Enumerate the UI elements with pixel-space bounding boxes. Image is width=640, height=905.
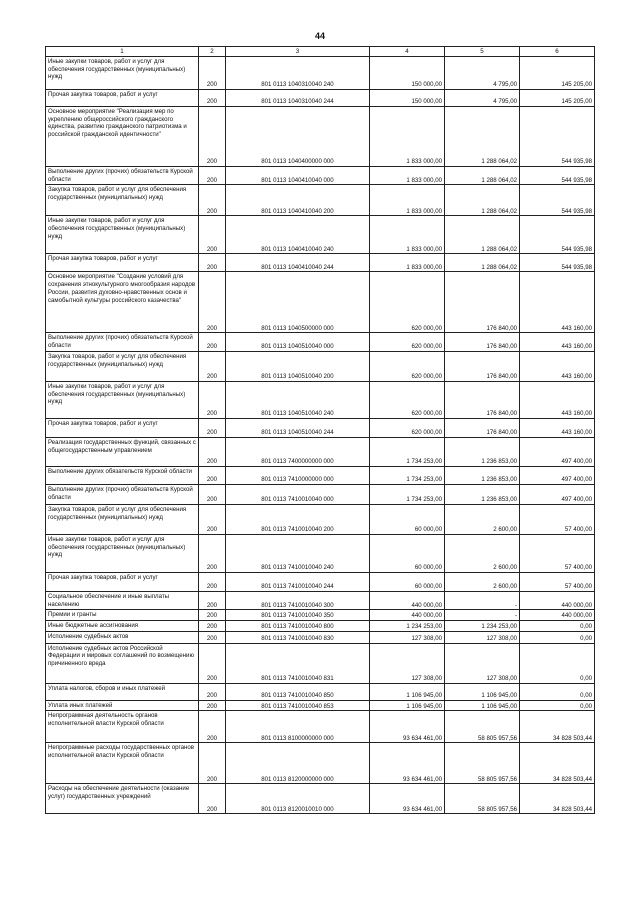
cell-executed-amount: 2 600,00 (445, 504, 520, 534)
cell-department-code: 200 (199, 711, 226, 743)
cell-executed-amount: 127 308,00 (445, 643, 520, 683)
cell-unexecuted-amount: 544 935,98 (520, 167, 595, 185)
cell-approved-amount: 440 000,00 (370, 610, 445, 621)
cell-budget-classification-code: 801 0113 7410010040 350 (226, 610, 370, 621)
cell-approved-amount: 440 000,00 (370, 591, 445, 609)
column-header-name: 1 (46, 47, 199, 57)
cell-budget-classification-code: 801 0113 7410000000 000 (226, 466, 370, 484)
cell-expense-name: Закупка товаров, работ и услуг для обеспечения государственных (муниципальных) нужд (46, 185, 199, 216)
cell-unexecuted-amount: 443 160,00 (520, 333, 595, 351)
cell-budget-classification-code: 801 0113 1040310040 240 (226, 57, 370, 90)
cell-budget-classification-code: 801 0113 7410010040 244 (226, 572, 370, 591)
cell-approved-amount: 1 833 000,00 (370, 167, 445, 185)
cell-budget-classification-code: 801 0113 7410010040 240 (226, 534, 370, 572)
cell-executed-amount: 1 288 064,02 (445, 216, 520, 254)
cell-executed-amount: 176 840,00 (445, 418, 520, 437)
cell-department-code: 200 (199, 381, 226, 418)
cell-department-code: 200 (199, 272, 226, 333)
cell-executed-amount: 1 288 064,02 (445, 254, 520, 272)
cell-budget-classification-code: 801 0113 8120010010 000 (226, 784, 370, 814)
table-header-row (46, 47, 595, 57)
cell-department-code: 200 (199, 572, 226, 591)
page-number: 44 (314, 31, 325, 41)
cell-department-code: 200 (199, 351, 226, 381)
cell-executed-amount: - (445, 591, 520, 609)
cell-executed-amount: 176 840,00 (445, 351, 520, 381)
cell-budget-classification-code: 801 0113 8120000000 000 (226, 743, 370, 784)
column-header-fact: 5 (445, 47, 520, 57)
cell-expense-name: Прочая закупка товаров, работ и услуг (46, 90, 199, 107)
cell-unexecuted-amount: 57 400,00 (520, 534, 595, 572)
cell-approved-amount: 1 734 253,00 (370, 437, 445, 466)
cell-executed-amount: 4 795,00 (445, 90, 520, 107)
cell-executed-amount: 2 600,00 (445, 572, 520, 591)
cell-approved-amount: 60 000,00 (370, 572, 445, 591)
cell-approved-amount: 93 634 461,00 (370, 711, 445, 743)
cell-unexecuted-amount: 57 400,00 (520, 504, 595, 534)
cell-approved-amount: 127 308,00 (370, 643, 445, 683)
cell-budget-classification-code: 801 0113 1040410040 240 (226, 216, 370, 254)
cell-department-code: 200 (199, 90, 226, 107)
cell-department-code: 200 (199, 610, 226, 621)
cell-unexecuted-amount: 443 160,00 (520, 418, 595, 437)
cell-executed-amount: 127 308,00 (445, 631, 520, 643)
cell-budget-classification-code: 801 0113 7410010040 830 (226, 631, 370, 643)
table-row (46, 504, 595, 534)
table-row (46, 90, 595, 107)
cell-department-code: 200 (199, 107, 226, 167)
table-row (46, 683, 595, 700)
cell-expense-name: Выполнение других обязательств Курской области (46, 466, 199, 484)
cell-executed-amount: 1 288 064,02 (445, 185, 520, 216)
cell-budget-classification-code: 801 0113 1040510040 240 (226, 381, 370, 418)
table-row (46, 784, 595, 814)
cell-executed-amount: 1 106 945,00 (445, 683, 520, 700)
table-row (46, 381, 595, 418)
cell-executed-amount: 176 840,00 (445, 272, 520, 333)
cell-unexecuted-amount: 0,00 (520, 683, 595, 700)
cell-budget-classification-code: 801 0113 7410010040 200 (226, 504, 370, 534)
cell-approved-amount: 1 833 000,00 (370, 185, 445, 216)
budget-execution-table (45, 46, 595, 814)
cell-department-code: 200 (199, 683, 226, 700)
table-row (46, 57, 595, 90)
cell-expense-name: Премии и гранты (46, 610, 199, 621)
cell-unexecuted-amount: 544 935,98 (520, 254, 595, 272)
cell-department-code: 200 (199, 784, 226, 814)
cell-approved-amount: 60 000,00 (370, 534, 445, 572)
cell-expense-name: Основное мероприятие "Создание условий для сохранения этнокультурного многообразия народов России, развития духовно-нравственных основ и самобытной культуры российского казачества" (46, 272, 199, 333)
cell-budget-classification-code: 801 0113 1040410040 000 (226, 167, 370, 185)
cell-expense-name: Непрограммная деятельность органов исполнительной власти Курской области (46, 711, 199, 743)
cell-executed-amount: 176 840,00 (445, 381, 520, 418)
column-header-rest: 6 (520, 47, 595, 57)
cell-approved-amount: 93 634 461,00 (370, 743, 445, 784)
cell-approved-amount: 93 634 461,00 (370, 784, 445, 814)
table-row (46, 254, 595, 272)
cell-unexecuted-amount: 497 400,00 (520, 484, 595, 504)
cell-unexecuted-amount: 34 828 503,44 (520, 784, 595, 814)
table-row (46, 185, 595, 216)
cell-expense-name: Выполнение других (прочих) обязательств Курской области (46, 167, 199, 185)
cell-executed-amount: 58 805 957,56 (445, 784, 520, 814)
cell-approved-amount: 1 833 000,00 (370, 216, 445, 254)
cell-budget-classification-code: 801 0113 1040410040 200 (226, 185, 370, 216)
cell-department-code: 200 (199, 504, 226, 534)
cell-approved-amount: 1 833 000,00 (370, 254, 445, 272)
cell-unexecuted-amount: 497 400,00 (520, 466, 595, 484)
cell-expense-name: Выполнение других (прочих) обязательств Курской области (46, 333, 199, 351)
cell-budget-classification-code: 801 0113 7410010040 850 (226, 683, 370, 700)
cell-expense-name: Иные закупки товаров, работ и услуг для обеспечения государственных (муниципальных) нужд (46, 534, 199, 572)
cell-unexecuted-amount: 544 935,98 (520, 107, 595, 167)
cell-approved-amount: 127 308,00 (370, 631, 445, 643)
cell-approved-amount: 620 000,00 (370, 272, 445, 333)
cell-approved-amount: 1 734 253,00 (370, 466, 445, 484)
cell-budget-classification-code: 801 0113 1040400000 000 (226, 107, 370, 167)
cell-expense-name: Иные закупки товаров, работ и услуг для обеспечения государственных (муниципальных) нужд (46, 216, 199, 254)
table-row (46, 643, 595, 683)
cell-unexecuted-amount: 0,00 (520, 643, 595, 683)
cell-unexecuted-amount: 145 205,00 (520, 90, 595, 107)
table-row (46, 620, 595, 631)
cell-expense-name: Иные закупки товаров, работ и услуг для обеспечения государственных (муниципальных) нужд (46, 381, 199, 418)
cell-approved-amount: 620 000,00 (370, 418, 445, 437)
table-row (46, 534, 595, 572)
cell-expense-name: Социальное обеспечение и иные выплаты населению (46, 591, 199, 609)
cell-unexecuted-amount: 443 160,00 (520, 381, 595, 418)
cell-approved-amount: 1 106 945,00 (370, 683, 445, 700)
cell-department-code: 200 (199, 631, 226, 643)
cell-department-code: 200 (199, 167, 226, 185)
cell-expense-name: Прочая закупка товаров, работ и услуг (46, 418, 199, 437)
cell-department-code: 200 (199, 437, 226, 466)
cell-department-code: 200 (199, 185, 226, 216)
cell-expense-name: Исполнение судебных актов Российской Федерации и мировых соглашений по возмещению причиненного вреда (46, 643, 199, 683)
cell-executed-amount: 176 840,00 (445, 333, 520, 351)
cell-executed-amount: 2 600,00 (445, 534, 520, 572)
cell-expense-name: Основное мероприятие "Реализация мер по укреплению общероссийского гражданского единства, развитию гражданского патриотизма и российской гражданской идентичности" (46, 107, 199, 167)
cell-department-code: 200 (199, 57, 226, 90)
cell-unexecuted-amount: 57 400,00 (520, 572, 595, 591)
cell-executed-amount: 1 236 853,00 (445, 466, 520, 484)
table-row (46, 631, 595, 643)
table-row (46, 711, 595, 743)
cell-unexecuted-amount: 0,00 (520, 700, 595, 711)
cell-unexecuted-amount: 443 160,00 (520, 351, 595, 381)
cell-executed-amount: 58 805 957,56 (445, 711, 520, 743)
cell-approved-amount: 60 000,00 (370, 504, 445, 534)
cell-approved-amount: 620 000,00 (370, 351, 445, 381)
cell-approved-amount: 1 234 253,00 (370, 620, 445, 631)
table-row (46, 167, 595, 185)
table-row (46, 700, 595, 711)
cell-budget-classification-code: 801 0113 1040500000 000 (226, 272, 370, 333)
table-row (46, 107, 595, 167)
cell-approved-amount: 1 833 000,00 (370, 107, 445, 167)
cell-approved-amount: 150 000,00 (370, 90, 445, 107)
table-row (46, 216, 595, 254)
table-row (46, 437, 595, 466)
cell-expense-name: Иные бюджетные ассигнования (46, 620, 199, 631)
cell-expense-name: Иные закупки товаров, работ и услуг для обеспечения государственных (муниципальных) нужд (46, 57, 199, 90)
cell-executed-amount: 1 288 064,02 (445, 167, 520, 185)
cell-executed-amount: 1 236 853,00 (445, 484, 520, 504)
cell-department-code: 200 (199, 216, 226, 254)
cell-executed-amount: 1 288 064,02 (445, 107, 520, 167)
cell-expense-name: Реализация государственных функций, связанных с общегосударственным управлением (46, 437, 199, 466)
cell-department-code: 200 (199, 643, 226, 683)
cell-budget-classification-code: 801 0113 7410010040 800 (226, 620, 370, 631)
column-header-code: 3 (226, 47, 370, 57)
cell-unexecuted-amount: 440 000,00 (520, 591, 595, 609)
table-row (46, 333, 595, 351)
table-row (46, 418, 595, 437)
cell-budget-classification-code: 801 0113 8100000000 000 (226, 711, 370, 743)
table-row (46, 272, 595, 333)
column-header-ved: 2 (199, 47, 226, 57)
cell-expense-name: Прочая закупка товаров, работ и услуг (46, 254, 199, 272)
cell-budget-classification-code: 801 0113 7410010040 000 (226, 484, 370, 504)
cell-budget-classification-code: 801 0113 1040510040 000 (226, 333, 370, 351)
cell-approved-amount: 1 734 253,00 (370, 484, 445, 504)
cell-approved-amount: 1 106 945,00 (370, 700, 445, 711)
cell-unexecuted-amount: 497 400,00 (520, 437, 595, 466)
cell-budget-classification-code: 801 0113 1040510040 200 (226, 351, 370, 381)
cell-budget-classification-code: 801 0113 1040510040 244 (226, 418, 370, 437)
table-row (46, 484, 595, 504)
cell-unexecuted-amount: 443 160,00 (520, 272, 595, 333)
cell-department-code: 200 (199, 534, 226, 572)
table-row (46, 743, 595, 784)
cell-department-code: 200 (199, 254, 226, 272)
cell-approved-amount: 150 000,00 (370, 57, 445, 90)
cell-expense-name: Уплата налогов, сборов и иных платежей (46, 683, 199, 700)
cell-executed-amount: - (445, 610, 520, 621)
cell-department-code: 200 (199, 743, 226, 784)
cell-expense-name: Закупка товаров, работ и услуг для обеспечения государственных (муниципальных) нужд (46, 351, 199, 381)
cell-executed-amount: 58 805 957,56 (445, 743, 520, 784)
cell-budget-classification-code: 801 0113 7410010040 300 (226, 591, 370, 609)
cell-expense-name: Прочая закупка товаров, работ и услуг (46, 572, 199, 591)
cell-budget-classification-code: 801 0113 1040310040 244 (226, 90, 370, 107)
cell-approved-amount: 620 000,00 (370, 381, 445, 418)
cell-expense-name: Непрограммные расходы государственных органов исполнительной власти Курской области (46, 743, 199, 784)
cell-unexecuted-amount: 544 935,98 (520, 216, 595, 254)
cell-department-code: 200 (199, 591, 226, 609)
cell-department-code: 200 (199, 418, 226, 437)
cell-unexecuted-amount: 0,00 (520, 631, 595, 643)
table-row (46, 351, 595, 381)
table-row (46, 466, 595, 484)
cell-approved-amount: 620 000,00 (370, 333, 445, 351)
cell-budget-classification-code: 801 0113 7410010040 831 (226, 643, 370, 683)
cell-expense-name: Расходы на обеспечение деятельности (оказание услуг) государственных учреждений (46, 784, 199, 814)
cell-department-code: 200 (199, 333, 226, 351)
cell-budget-classification-code: 801 0113 7410010040 853 (226, 700, 370, 711)
cell-expense-name: Исполнение судебных актов (46, 631, 199, 643)
cell-unexecuted-amount: 0,00 (520, 620, 595, 631)
cell-unexecuted-amount: 34 828 503,44 (520, 711, 595, 743)
cell-unexecuted-amount: 440 000,00 (520, 610, 595, 621)
cell-executed-amount: 1 106 945,00 (445, 700, 520, 711)
cell-budget-classification-code: 801 0113 1040410040 244 (226, 254, 370, 272)
cell-department-code: 200 (199, 620, 226, 631)
table-row (46, 610, 595, 621)
table-row (46, 572, 595, 591)
cell-executed-amount: 1 234 253,00 (445, 620, 520, 631)
budget-report-sheet (45, 46, 594, 814)
cell-department-code: 200 (199, 484, 226, 504)
cell-expense-name: Выполнение других (прочих) обязательств Курской области (46, 484, 199, 504)
cell-executed-amount: 1 236 853,00 (445, 437, 520, 466)
column-header-plan: 4 (370, 47, 445, 57)
cell-department-code: 200 (199, 466, 226, 484)
cell-department-code: 200 (199, 700, 226, 711)
cell-unexecuted-amount: 145 205,00 (520, 57, 595, 90)
cell-budget-classification-code: 801 0113 7400000000 000 (226, 437, 370, 466)
cell-unexecuted-amount: 34 828 503,44 (520, 743, 595, 784)
table-row (46, 591, 595, 609)
cell-unexecuted-amount: 544 935,98 (520, 185, 595, 216)
cell-expense-name: Уплата иных платежей (46, 700, 199, 711)
cell-expense-name: Закупка товаров, работ и услуг для обеспечения государственных (муниципальных) нужд (46, 504, 199, 534)
cell-executed-amount: 4 795,00 (445, 57, 520, 90)
